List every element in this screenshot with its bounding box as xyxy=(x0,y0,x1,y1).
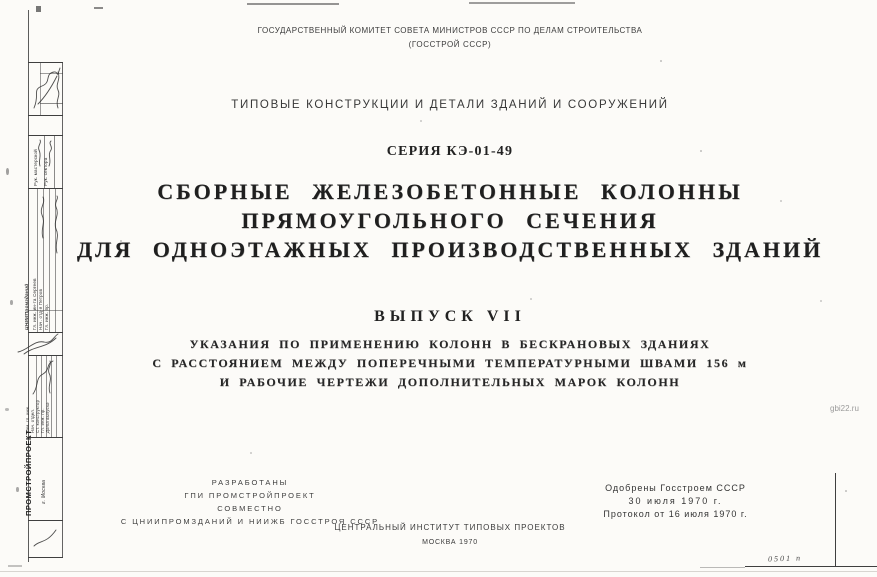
stamp-row-sector-head: Рук. сектора xyxy=(43,157,48,186)
scan-speck xyxy=(820,300,822,302)
stamp-rule xyxy=(28,135,63,136)
scan-speck xyxy=(700,150,702,152)
handwritten-note: 0501 п xyxy=(767,553,803,564)
developed-by-line-1: РАЗРАБОТАНЫ xyxy=(211,478,289,487)
scan-artifact xyxy=(469,2,575,4)
stamp-org-promstroyproekt: ПРОМСТРОЙПРОЕКТ xyxy=(24,429,33,516)
stamp-row-deputy-chief-engineer: Зам. гл. инж. xyxy=(25,405,30,433)
signature-scribble xyxy=(54,70,62,110)
scan-speck xyxy=(10,300,13,305)
issue-desc-line-1: УКАЗАНИЯ ПО ПРИМЕНЕНИЮ КОЛОНН В БЕСКРАНОВЫХ ЗДАНИЯХ xyxy=(189,337,711,351)
document-title xyxy=(30,177,870,264)
corner-vertical-line xyxy=(835,473,836,567)
bottom-rule xyxy=(745,566,877,567)
stamp-row-issue-date: Дата выпуска xyxy=(45,402,50,433)
title-line-1: СБОРНЫЕ ЖЕЛЕЗОБЕТОННЫЕ КОЛОННЫ xyxy=(157,179,743,204)
approval-block xyxy=(583,482,768,521)
signature-scribble xyxy=(52,195,62,255)
developed-by-line-2: ГПИ ПРОМСТРОЙПРОЕКТ xyxy=(184,491,316,500)
signature-scribble xyxy=(44,360,56,395)
scan-artifact xyxy=(247,3,339,5)
signature-scribble xyxy=(46,140,54,168)
stamp-row-dept-head: Нач. отд-я Петров xyxy=(38,288,43,330)
scan-speck xyxy=(120,240,122,242)
stamp-rule xyxy=(54,135,55,188)
scan-speck xyxy=(16,487,19,492)
signature-scribble xyxy=(16,330,60,356)
stamp-rule xyxy=(28,520,63,521)
scan-speck xyxy=(530,298,532,300)
scan-artifact xyxy=(94,7,103,9)
gov-committee-line2: (ГОССТРОЙ СССР) xyxy=(408,40,492,49)
title-line-2: ПРЯМОУГОЛЬНОГО СЕЧЕНИЯ xyxy=(241,208,659,233)
developed-by-line-4: С ЦНИИПРОМЗДАНИЙ И НИИЖБ ГОССТРОЯ СССР xyxy=(120,517,380,526)
gov-committee-line1: ГОСУДАРСТВЕННЫЙ КОМИТЕТ СОВЕТА МИНИСТРОВ СССР ПО ДЕЛАМ СТРОИТЕЛЬСТВА xyxy=(257,26,643,35)
publisher-city-year: МОСКВА 1970 xyxy=(422,539,478,546)
approval-line-3: Протокол от 16 июля 1970 г. xyxy=(603,509,748,519)
signature-scribble xyxy=(36,138,44,168)
approval-line-1: Одобрены Госстроем СССР xyxy=(605,483,746,493)
scan-speck xyxy=(845,490,847,492)
scan-speck xyxy=(250,452,252,454)
developed-by-block xyxy=(110,476,390,528)
site-watermark: gbi22.ru xyxy=(830,404,859,413)
stamp-row-project-chief-engineer: Гл. инж. пр. xyxy=(40,408,45,433)
page-bottom-edge xyxy=(0,571,877,572)
scan-artifact xyxy=(8,565,22,567)
approval-line-2: 30 июля 1970 г. xyxy=(628,496,723,506)
stamp-rule xyxy=(28,62,63,63)
scan-speck xyxy=(6,168,9,175)
scan-speck xyxy=(780,200,782,202)
developed-by-line-3: СОВМЕСТНО xyxy=(217,504,283,513)
issue-number: ВЫПУСК VII xyxy=(374,308,526,325)
stamp-row-senior-designer: Ст. конструктор xyxy=(35,399,40,433)
stamp-rule xyxy=(28,188,63,189)
scan-artifact xyxy=(36,6,41,12)
publisher-line: ЦЕНТРАЛЬНЫЙ ИНСТИТУТ ТИПОВЫХ ПРОЕКТОВ xyxy=(334,523,566,532)
title-line-3: ДЛЯ ОДНОЭТАЖНЫХ ПРОИЗВОДСТВЕННЫХ ЗДАНИЙ xyxy=(76,237,824,262)
stamp-rule xyxy=(28,557,63,558)
signature-scribble xyxy=(32,524,58,550)
scan-speck xyxy=(5,408,9,411)
stamp-rule xyxy=(28,437,63,438)
stamp-row-workshop-head: Рук. мастерской xyxy=(33,149,38,186)
stamp-rule xyxy=(28,115,63,116)
stamp-row-project-engineer: Гл. инж. пр. xyxy=(44,303,49,330)
issue-desc-line-3: И РАБОЧИЕ ЧЕРТЕЖИ ДОПОЛНИТЕЛЬНЫХ МАРОК КОЛОНН xyxy=(219,375,681,389)
stamp-org-cniipromzdaniy: ЦНИИПромзданий xyxy=(25,283,30,330)
stamp-row-chief-engineer-institute: Гл. инж. ин-та Сергеев xyxy=(32,278,37,330)
signature-scribble xyxy=(37,195,49,240)
issue-description xyxy=(30,335,870,392)
series-number: СЕРИЯ КЭ-01-49 xyxy=(386,144,514,159)
series-kind-line: ТИПОВЫЕ КОНСТРУКЦИИ И ДЕТАЛИ ЗДАНИЙ И СООРУЖЕНИЙ xyxy=(231,99,669,111)
stamp-row-department-head: Нач. отдел. xyxy=(30,408,35,433)
scan-speck xyxy=(420,120,422,122)
bottom-rule-faint xyxy=(700,567,745,568)
stamp-rule xyxy=(56,355,57,437)
issue-desc-line-2: С РАССТОЯНИЕМ МЕЖДУ ПОПЕРЕЧНЫМИ ТЕМПЕРАТУРНЫМИ ШВАМИ 156 м xyxy=(152,356,748,370)
stamp-org-city: г. Москва xyxy=(41,479,47,504)
scan-speck xyxy=(660,60,662,62)
